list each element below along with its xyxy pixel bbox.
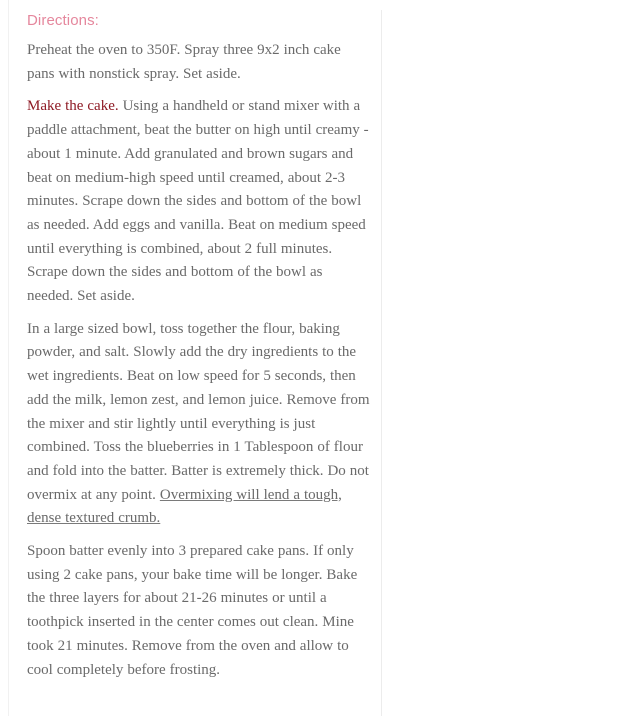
- direction-step-1: Preheat the oven to 350F. Spray three 9x2 inch cake pans with nonstick spray. Set aside.: [27, 42, 341, 82]
- direction-step-2: [27, 95, 372, 308]
- direction-step-2-text: Using a handheld or stand mixer with a paddle attachment, beat the butter on high until creamy - about 1 minute. Add granulated and brown sugars and beat on medium-high speed until creamed, about 2-3 minutes. Scrape down the sides and bottom of the bowl as needed. Add eggs and vanilla. Beat on medium speed until everything is combined, about 2 full minutes. Scrape down the sides and bottom of the bowl as needed. Set aside.: [27, 98, 369, 305]
- overmixing-warning: Overmixing will lend a tough, dense textured crumb.: [27, 486, 342, 527]
- direction-step-3-text: In a large sized bowl, toss together the flour, baking powder, and salt. Slowly add the dry ingredients to the wet ingredients. Beat on low speed for 5 seconds, then add the milk, lemon zest, and lemon juice. Remove from the mixer and stir lightly until everything is just combined. Toss the blueberries in 1 Tablespoon of flour and fold into the batter. Batter is extremely thick. Do not overmix at any point.: [27, 320, 370, 503]
- direction-step-4: Spoon batter evenly into 3 prepared cake pans. If only using 2 cake pans, your bake time will be longer. Bake the three layers for about 21-26 minutes or until a toothpick inserted in the center comes out clean. Mine took 21 minutes. Remove from the oven and allow to cool completely before frosting.: [27, 543, 358, 678]
- directions-section: [27, 10, 372, 691]
- direction-step-3: [27, 318, 372, 531]
- make-the-cake-lead: Make the cake.: [27, 98, 119, 115]
- directions-heading: Directions:: [27, 12, 99, 29]
- column-divider: [381, 10, 382, 716]
- left-border: [8, 0, 9, 716]
